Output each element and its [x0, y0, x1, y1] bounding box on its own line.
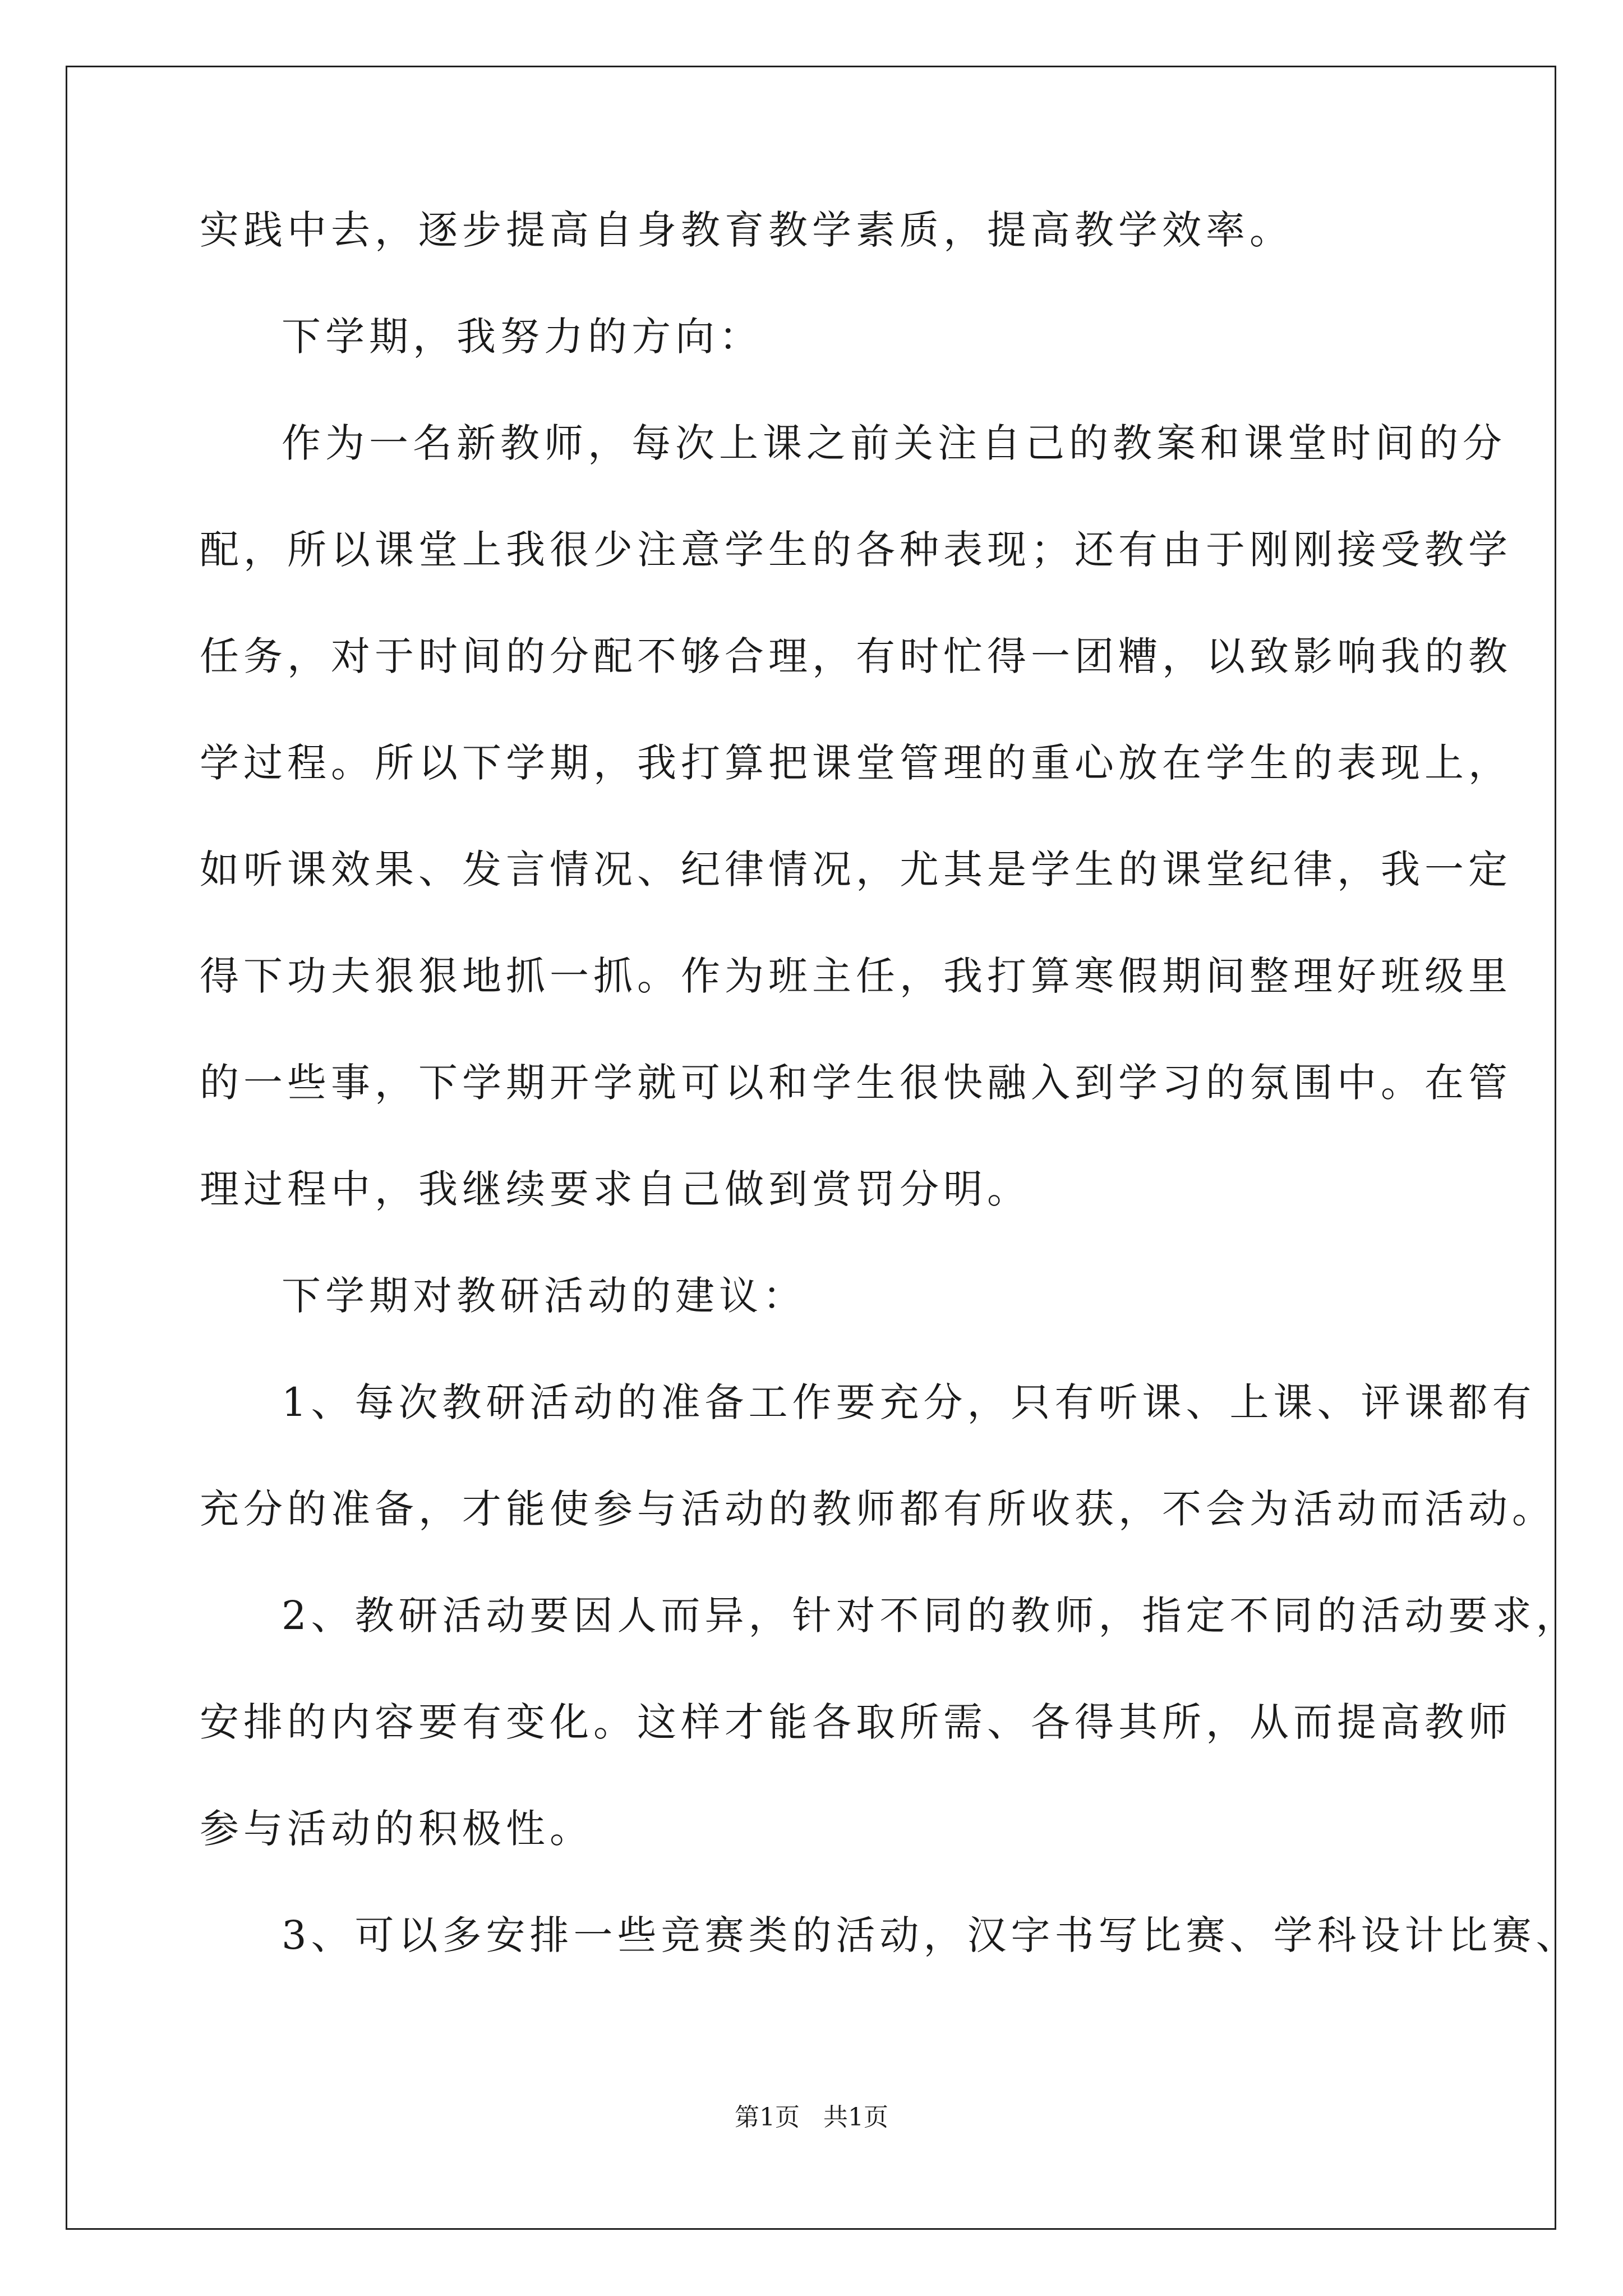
text-line: 配，所以课堂上我很少注意学生的各种表现；还有由于刚刚接受教学	[200, 527, 1512, 573]
text-line: 如听课效果、发言情况、纪律情况，尤其是学生的课堂纪律，我一定	[200, 846, 1512, 892]
text-line: 任务，对于时间的分配不够合理，有时忙得一团糟，以致影响我的教	[200, 633, 1512, 679]
paragraph-start-line: 1、每次教研活动的准备工作要充分，只有听课、上课、评课都有	[282, 1379, 1536, 1425]
page-number: 第1页	[735, 2103, 800, 2132]
text-line: 安排的内容要有变化。这样才能各取所需、各得其所，从而提高教师	[200, 1699, 1512, 1745]
page-border	[66, 66, 1556, 2230]
paragraph-start-line: 下学期对教研活动的建议：	[282, 1273, 806, 1319]
text-line: 理过程中，我继续要求自己做到赏罚分明。	[200, 1166, 1031, 1212]
page-footer	[0, 2101, 1623, 2134]
paragraph-start-line: 2、教研活动要因人而异，针对不同的教师，指定不同的活动要求，	[282, 1593, 1580, 1639]
paragraph-start-line: 3、可以多安排一些竞赛类的活动，汉字书写比赛、学科设计比赛、	[282, 1912, 1580, 1958]
text-line: 学过程。所以下学期，我打算把课堂管理的重心放在学生的表现上，	[200, 740, 1512, 786]
text-line: 实践中去，逐步提高自身教育教学素质，提高教学效率。	[200, 207, 1293, 253]
paragraph-start-line: 作为一名新教师，每次上课之前关注自己的教案和课堂时间的分	[282, 420, 1506, 466]
text-line: 的一些事，下学期开学就可以和学生很快融入到学习的氛围中。在管	[200, 1060, 1512, 1106]
page-total: 共1页	[823, 2103, 888, 2132]
text-line: 参与活动的积极性。	[200, 1806, 593, 1852]
paragraph-start-line: 下学期，我努力的方向：	[282, 314, 763, 360]
text-line: 充分的准备，才能使参与活动的教师都有所收获，不会为活动而活动。	[200, 1486, 1556, 1532]
text-line: 得下功夫狠狠地抓一抓。作为班主任，我打算寒假期间整理好班级里	[200, 953, 1512, 999]
